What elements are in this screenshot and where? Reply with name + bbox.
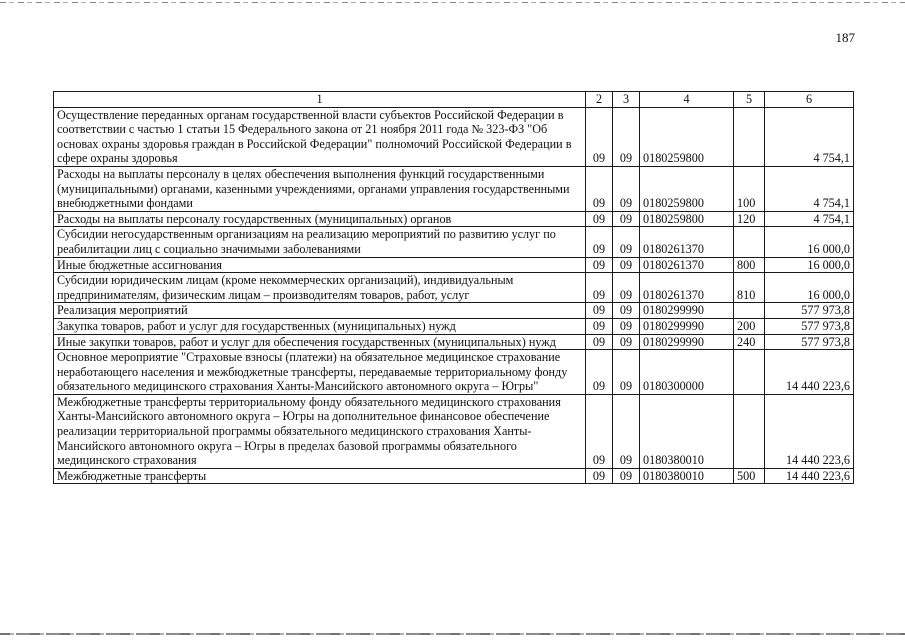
table-row: [54, 350, 854, 395]
table-row: [54, 166, 854, 211]
row-subsection: 09: [613, 227, 640, 257]
table-row: [54, 211, 854, 227]
table-row: [54, 227, 854, 257]
row-amount: 14 440 223,6: [765, 350, 854, 395]
table-row: [54, 303, 854, 319]
column-header: 5: [734, 92, 765, 108]
row-description: Иные закупки товаров, работ и услуг для обеспечения государственных (муниципальных) нужд: [54, 334, 586, 350]
row-expense-type: 810: [734, 273, 765, 303]
row-subsection: 09: [613, 273, 640, 303]
table-row: [54, 257, 854, 273]
row-amount: 4 754,1: [765, 107, 854, 166]
row-amount: 577 973,8: [765, 303, 854, 319]
row-amount: 14 440 223,6: [765, 468, 854, 484]
row-expense-type: [734, 350, 765, 395]
column-header: 3: [613, 92, 640, 108]
row-target-article: 0180380010: [640, 468, 734, 484]
scan-edge-top: [0, 2, 905, 3]
row-expense-type: 100: [734, 166, 765, 211]
row-target-article: 0180380010: [640, 394, 734, 468]
row-amount: 4 754,1: [765, 211, 854, 227]
row-section: 09: [586, 227, 613, 257]
row-expense-type: [734, 394, 765, 468]
row-section: 09: [586, 468, 613, 484]
table-row: [54, 334, 854, 350]
row-section: 09: [586, 107, 613, 166]
row-amount: 16 000,0: [765, 273, 854, 303]
table-row: [54, 394, 854, 468]
table-row: [54, 273, 854, 303]
table-row: [54, 107, 854, 166]
row-subsection: 09: [613, 394, 640, 468]
row-subsection: 09: [613, 107, 640, 166]
scan-edge-bottom: [0, 633, 905, 635]
row-section: 09: [586, 394, 613, 468]
row-expense-type: [734, 107, 765, 166]
row-subsection: 09: [613, 350, 640, 395]
row-description: Субсидии негосударственным организациям на реализацию мероприятий по развитию услуг по реабилитации лиц с социально значимыми заболеваниями: [54, 227, 586, 257]
row-subsection: 09: [613, 211, 640, 227]
row-target-article: 0180261370: [640, 227, 734, 257]
row-section: 09: [586, 273, 613, 303]
row-subsection: 09: [613, 334, 640, 350]
column-header: 2: [586, 92, 613, 108]
row-expense-type: [734, 303, 765, 319]
row-expense-type: 120: [734, 211, 765, 227]
row-target-article: 0180261370: [640, 273, 734, 303]
row-description: Иные бюджетные ассигнования: [54, 257, 586, 273]
row-amount: 14 440 223,6: [765, 394, 854, 468]
table-body: [54, 107, 854, 484]
row-subsection: 09: [613, 303, 640, 319]
row-subsection: 09: [613, 166, 640, 211]
row-section: 09: [586, 303, 613, 319]
row-section: 09: [586, 334, 613, 350]
row-description: Субсидии юридическим лицам (кроме некоммерческих организаций), индивидуальным предпринимателям, физическим лицам – производителям товаров, работ, услуг: [54, 273, 586, 303]
row-description: Закупка товаров, работ и услуг для государственных (муниципальных) нужд: [54, 318, 586, 334]
row-description: Межбюджетные трансферты территориальному фонду обязательного медицинского страхования Ханты-Мансийского автономного округа – Югры на дополнительное финансовое обеспечение реализации территориальной программы обязательного медицинского страхования Ханты-Мансийского автономного округа – Югры в пределах базовой программы обязательного медицинского страхования: [54, 394, 586, 468]
row-section: 09: [586, 211, 613, 227]
row-target-article: 0180299990: [640, 303, 734, 319]
row-subsection: 09: [613, 468, 640, 484]
page-number: 187: [835, 30, 855, 45]
table-row: [54, 318, 854, 334]
row-description: Межбюджетные трансферты: [54, 468, 586, 484]
row-description: Основное мероприятие "Страховые взносы (платежи) на обязательное медицинское страхование неработающего населения и межбюджетные трансферты, передаваемые территориальному фонду обязательного медицинского страхования Ханты-Мансийского автономного округа – Югры": [54, 350, 586, 395]
row-amount: 16 000,0: [765, 257, 854, 273]
row-amount: 577 973,8: [765, 318, 854, 334]
row-amount: 16 000,0: [765, 227, 854, 257]
row-target-article: 0180300000: [640, 350, 734, 395]
row-expense-type: 200: [734, 318, 765, 334]
table-header-row: [54, 92, 854, 108]
table-row: [54, 468, 854, 484]
row-target-article: 0180259800: [640, 211, 734, 227]
row-amount: 577 973,8: [765, 334, 854, 350]
row-target-article: 0180259800: [640, 107, 734, 166]
row-subsection: 09: [613, 318, 640, 334]
row-section: 09: [586, 350, 613, 395]
row-target-article: 0180299990: [640, 334, 734, 350]
column-header: 1: [54, 92, 586, 108]
row-description: Расходы на выплаты персоналу государственных (муниципальных) органов: [54, 211, 586, 227]
row-description: Реализация мероприятий: [54, 303, 586, 319]
row-description: Осуществление переданных органам государственной власти субъектов Российской Федерации в соответствии с частью 1 статьи 15 Федерального закона от 21 ноября 2011 года № 323-ФЗ "Об основах охраны здоровья граждан в Российской Федерации" полномочий Российской Федерации в сфере охраны здоровья: [54, 107, 586, 166]
row-expense-type: 500: [734, 468, 765, 484]
row-subsection: 09: [613, 257, 640, 273]
row-expense-type: 240: [734, 334, 765, 350]
column-header: 6: [765, 92, 854, 108]
row-expense-type: [734, 227, 765, 257]
row-expense-type: 800: [734, 257, 765, 273]
row-section: 09: [586, 318, 613, 334]
row-section: 09: [586, 257, 613, 273]
row-target-article: 0180259800: [640, 166, 734, 211]
row-target-article: 0180299990: [640, 318, 734, 334]
row-description: Расходы на выплаты персоналу в целях обеспечения выполнения функций государственными (муниципальными) органами, казенными учреждениями, органами управления государственными внебюджетными фондами: [54, 166, 586, 211]
row-target-article: 0180261370: [640, 257, 734, 273]
column-header: 4: [640, 92, 734, 108]
budget-table: [53, 91, 854, 484]
row-section: 09: [586, 166, 613, 211]
row-amount: 4 754,1: [765, 166, 854, 211]
